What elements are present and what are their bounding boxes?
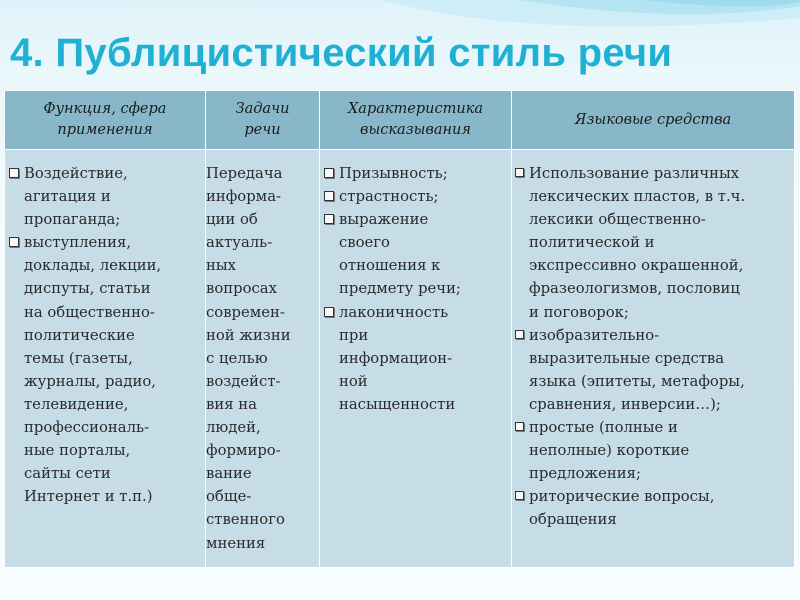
list-item-line: журналы, радио, <box>24 372 156 390</box>
list-item-line: сайты сети <box>24 465 111 483</box>
list-item <box>320 185 511 208</box>
list-item-line: лексических пластов, в т.ч. <box>529 188 746 206</box>
list-item <box>320 162 511 185</box>
list-item-line: профессиональ- <box>24 419 150 437</box>
tasks-line: ции об <box>206 211 258 229</box>
list-item-line: фразеологизмов, пословиц <box>529 280 740 298</box>
tasks-line: формиро- <box>206 442 281 460</box>
tasks-line: с целью <box>206 349 268 367</box>
list-item-line: политические <box>24 326 135 344</box>
square-bullet-icon <box>9 168 19 178</box>
square-bullet-icon <box>515 491 524 500</box>
list-item-line: лексики общественно- <box>529 211 706 229</box>
list-item <box>5 162 205 231</box>
list-item-line: экспрессивно окрашенной, <box>529 257 744 275</box>
list-item <box>512 485 794 531</box>
list-item-line: риторические вопросы, <box>529 488 715 506</box>
list-item-line: простые (полные и <box>529 419 678 437</box>
list-item-line: Использование различных <box>529 165 740 182</box>
table-header-row <box>5 91 795 150</box>
cell-characteristics <box>320 150 512 568</box>
tasks-line: вопросах <box>206 280 277 298</box>
tasks-line: воздейст- <box>206 372 281 390</box>
language-means-list <box>512 162 794 532</box>
list-item <box>320 208 511 300</box>
header-function-line: Функция, сфера <box>43 101 167 117</box>
tasks-line: современ- <box>206 303 285 321</box>
header-language-means <box>512 91 795 150</box>
cell-language-means <box>512 150 795 568</box>
tasks-line: ной жизни <box>206 326 291 344</box>
list-item-line: информацион- <box>339 349 453 367</box>
tasks-line: ственного <box>206 511 285 529</box>
list-item-line: отношения к <box>339 257 441 275</box>
list-item-line: лаконичность <box>339 303 449 321</box>
tasks-line: ных <box>206 257 236 275</box>
list-item-line: политической и <box>529 234 655 252</box>
list-item-line: своего <box>339 234 390 252</box>
list-item-line: темы (газеты, <box>24 349 133 367</box>
list-item-line: диспуты, статьи <box>24 280 151 298</box>
list-item-line: ной <box>339 372 368 390</box>
cell-tasks <box>206 150 320 568</box>
header-tasks-line: Задачи <box>235 101 290 117</box>
list-item-line: предмету речи; <box>339 280 461 298</box>
list-item-line: языка (эпитеты, метафоры, <box>529 372 745 390</box>
header-language-means-line: Языковые средства <box>574 111 732 128</box>
list-item-line: на общественно- <box>24 303 155 321</box>
square-bullet-icon <box>9 237 19 247</box>
list-item <box>5 231 205 508</box>
list-item <box>512 324 794 416</box>
slide-title: 4. Публицистический стиль речи <box>10 31 673 75</box>
list-item-line: насыщенности <box>339 395 456 413</box>
square-bullet-icon <box>515 422 524 431</box>
header-characteristics <box>320 91 512 150</box>
list-item-line: предложения; <box>529 465 641 483</box>
list-item-line: пропаганда; <box>24 211 121 229</box>
list-item-line: доклады, лекции, <box>24 257 162 275</box>
list-item-line: и поговорок; <box>529 303 629 321</box>
tasks-line: обще- <box>206 488 252 506</box>
tasks-line: вание <box>206 465 252 483</box>
list-item-line: сравнения, инверсии…); <box>529 395 721 413</box>
square-bullet-icon <box>324 168 334 178</box>
tasks-line: Передача <box>206 165 283 182</box>
list-item-line: изобразительно- <box>529 326 660 344</box>
header-tasks-line: речи <box>244 122 281 138</box>
list-item-line: страстность; <box>339 188 439 206</box>
style-characteristics-table <box>4 90 795 568</box>
square-bullet-icon <box>324 307 334 317</box>
square-bullet-icon <box>515 168 524 177</box>
list-item-line: при <box>339 326 369 344</box>
square-bullet-icon <box>324 214 334 224</box>
list-item-line: обращения <box>529 511 617 529</box>
list-item-line: телевидение, <box>24 395 129 413</box>
list-item-line: неполные) короткие <box>529 442 690 460</box>
list-item <box>320 301 511 416</box>
list-item-line: выразительные средства <box>529 349 725 367</box>
cell-function <box>5 150 206 568</box>
list-item <box>512 416 794 485</box>
tasks-line: информа- <box>206 188 282 206</box>
list-item-line: выражение <box>339 211 429 229</box>
header-characteristics-line: высказывания <box>360 122 471 138</box>
tasks-line: актуаль- <box>206 234 273 252</box>
list-item <box>512 162 794 324</box>
square-bullet-icon <box>324 191 334 201</box>
square-bullet-icon <box>515 330 524 339</box>
header-characteristics-line: Характеристика <box>347 101 484 117</box>
list-item-line: Призывность; <box>339 165 448 182</box>
function-list <box>5 162 205 508</box>
tasks-line: мнения <box>206 534 266 552</box>
characteristics-list <box>320 162 511 416</box>
tasks-line: вия на <box>206 395 257 413</box>
header-function-line: применения <box>57 122 153 138</box>
table-body-row <box>5 150 795 568</box>
header-function <box>5 91 206 150</box>
list-item-line: Воздействие, <box>24 165 128 182</box>
header-tasks <box>206 91 320 150</box>
list-item-line: выступления, <box>24 234 132 252</box>
list-item-line: Интернет и т.п.) <box>24 488 153 506</box>
list-item-line: агитация и <box>24 188 111 206</box>
list-item-line: ные порталы, <box>24 442 131 460</box>
tasks-line: людей, <box>206 419 261 437</box>
